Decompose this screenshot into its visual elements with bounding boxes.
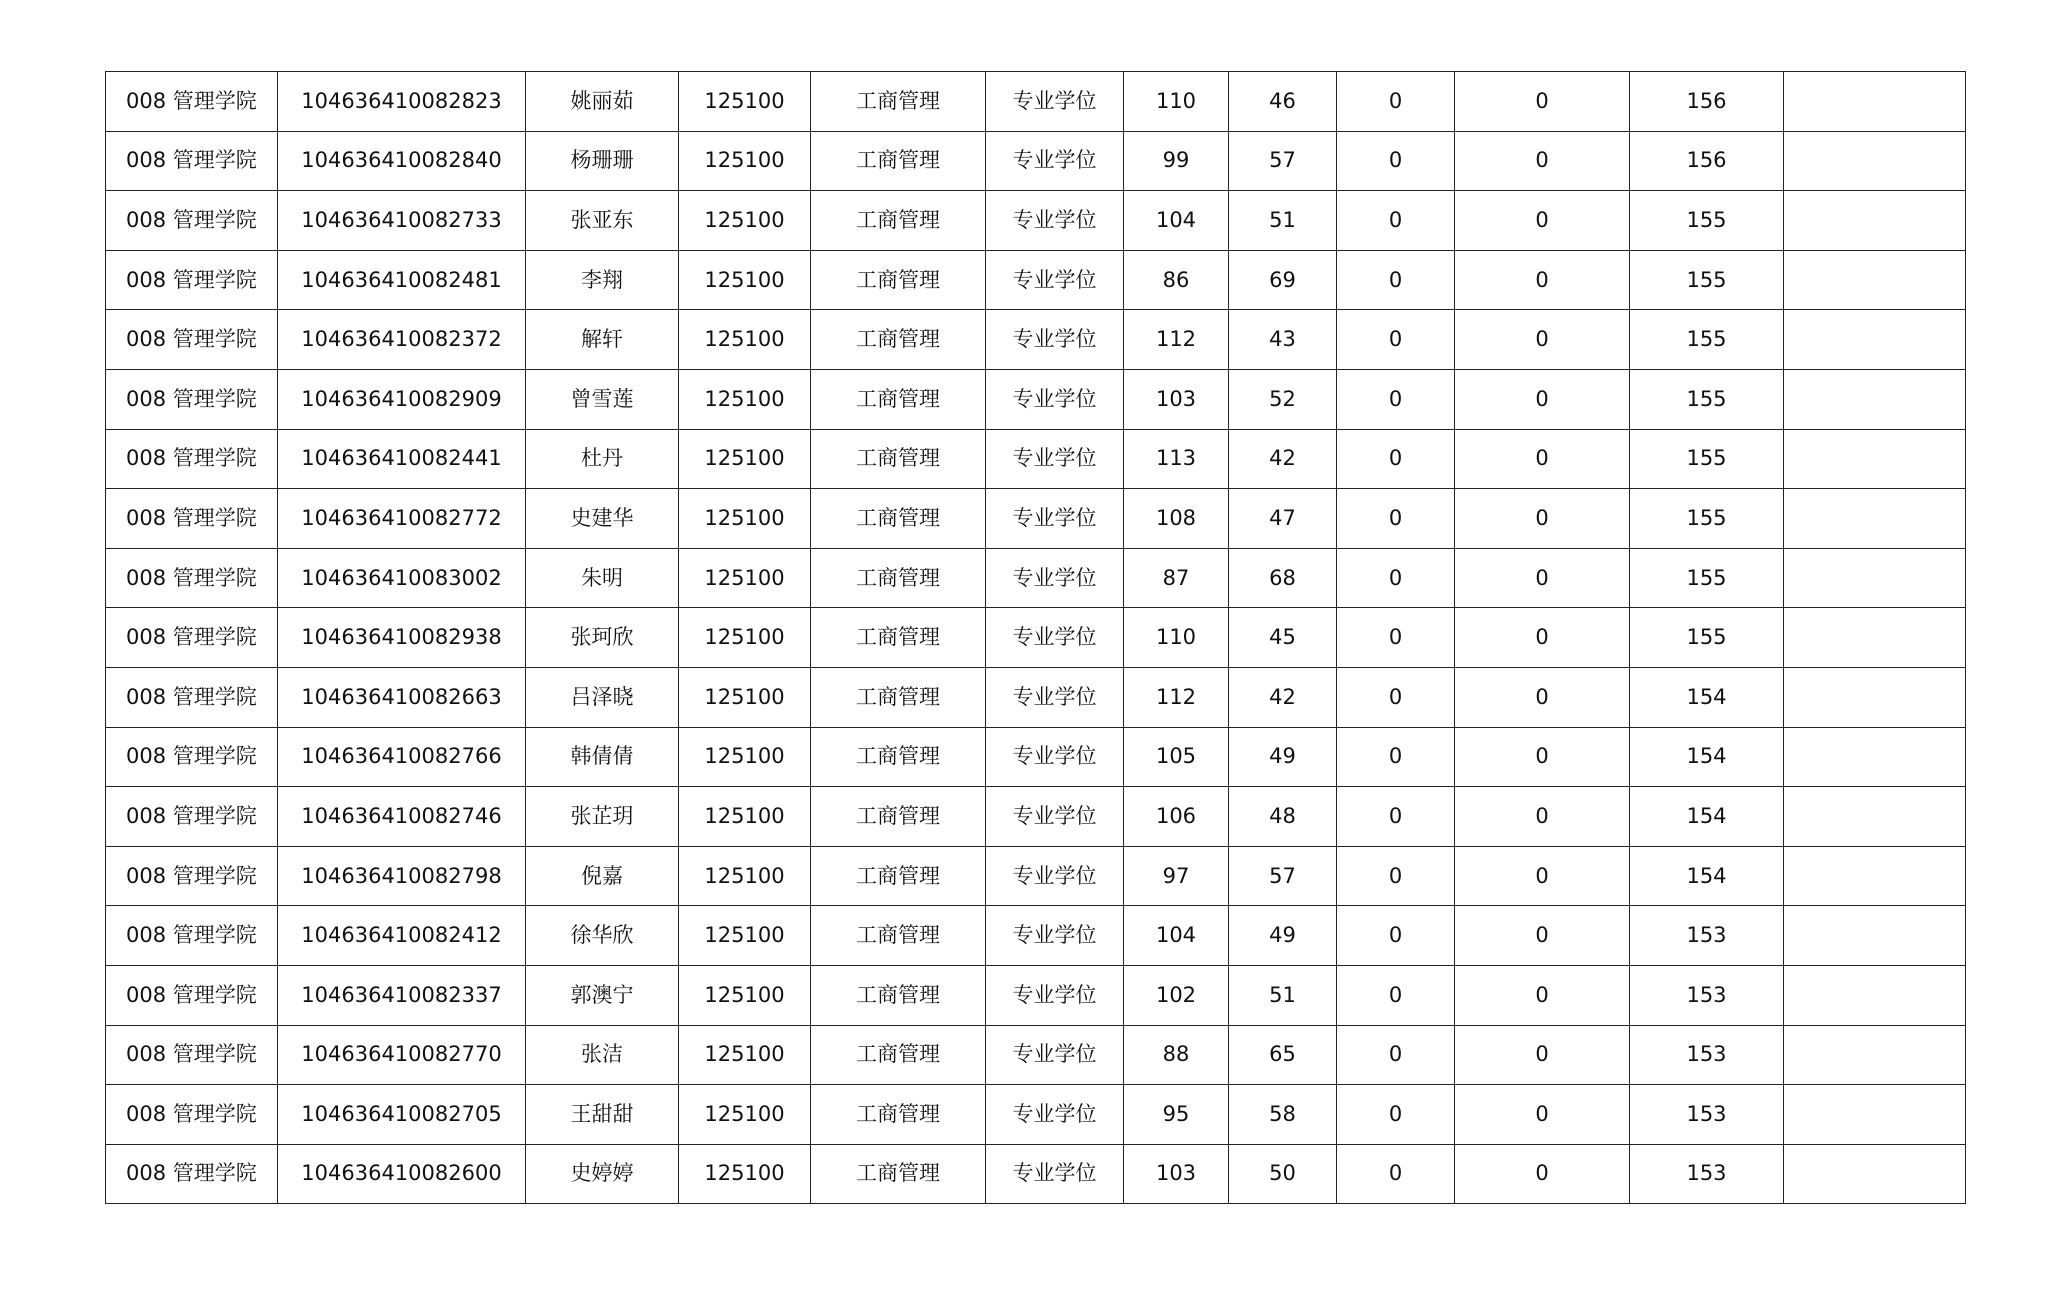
- table-row: [106, 429, 1966, 489]
- score-1-cell: 104: [1124, 906, 1229, 966]
- student-name-cell: 杜丹: [526, 429, 679, 489]
- degree-type-cell: 专业学位: [986, 548, 1124, 608]
- total-score-cell: 154: [1630, 667, 1784, 727]
- degree-type-cell: 专业学位: [986, 429, 1124, 489]
- major-code-cell: 125100: [679, 310, 811, 370]
- table-row: [106, 489, 1966, 549]
- exam-number-cell: 104636410082840: [278, 131, 526, 191]
- score-3-cell: 0: [1337, 369, 1455, 429]
- total-score-cell: 153: [1630, 1085, 1784, 1145]
- student-name-cell: 杨珊珊: [526, 131, 679, 191]
- exam-number-cell: 104636410082600: [278, 1144, 526, 1204]
- score-1-cell: 108: [1124, 489, 1229, 549]
- student-name-cell: 张亚东: [526, 191, 679, 251]
- score-2-cell: 42: [1229, 667, 1337, 727]
- major-name-cell: 工商管理: [811, 72, 986, 132]
- major-name-cell: 工商管理: [811, 1025, 986, 1085]
- major-code-cell: 125100: [679, 906, 811, 966]
- total-score-cell: 155: [1630, 250, 1784, 310]
- remark-cell: [1784, 667, 1966, 727]
- degree-type-cell: 专业学位: [986, 727, 1124, 787]
- score-4-cell: 0: [1455, 1085, 1630, 1145]
- table-row: [106, 131, 1966, 191]
- table-row: [106, 727, 1966, 787]
- table-row: [106, 906, 1966, 966]
- score-3-cell: 0: [1337, 846, 1455, 906]
- table-row: [106, 1085, 1966, 1145]
- total-score-cell: 155: [1630, 429, 1784, 489]
- degree-type-cell: 专业学位: [986, 965, 1124, 1025]
- score-3-cell: 0: [1337, 191, 1455, 251]
- major-name-cell: 工商管理: [811, 489, 986, 549]
- score-2-cell: 46: [1229, 72, 1337, 132]
- remark-cell: [1784, 250, 1966, 310]
- score-1-cell: 87: [1124, 548, 1229, 608]
- degree-type-cell: 专业学位: [986, 1025, 1124, 1085]
- table-row: [106, 608, 1966, 668]
- table-row: [106, 369, 1966, 429]
- score-2-cell: 65: [1229, 1025, 1337, 1085]
- degree-type-cell: 专业学位: [986, 72, 1124, 132]
- score-4-cell: 0: [1455, 608, 1630, 668]
- score-1-cell: 110: [1124, 608, 1229, 668]
- major-code-cell: 125100: [679, 191, 811, 251]
- score-2-cell: 51: [1229, 965, 1337, 1025]
- score-4-cell: 0: [1455, 906, 1630, 966]
- remark-cell: [1784, 429, 1966, 489]
- score-4-cell: 0: [1455, 1025, 1630, 1085]
- major-name-cell: 工商管理: [811, 846, 986, 906]
- student-name-cell: 朱明: [526, 548, 679, 608]
- score-1-cell: 99: [1124, 131, 1229, 191]
- major-code-cell: 125100: [679, 548, 811, 608]
- total-score-cell: 156: [1630, 131, 1784, 191]
- remark-cell: [1784, 965, 1966, 1025]
- major-code-cell: 125100: [679, 1025, 811, 1085]
- college-cell: 008 管理学院: [106, 310, 278, 370]
- table-row: [106, 667, 1966, 727]
- remark-cell: [1784, 131, 1966, 191]
- score-3-cell: 0: [1337, 787, 1455, 847]
- major-name-cell: 工商管理: [811, 191, 986, 251]
- score-4-cell: 0: [1455, 1144, 1630, 1204]
- remark-cell: [1784, 1025, 1966, 1085]
- remark-cell: [1784, 1144, 1966, 1204]
- score-4-cell: 0: [1455, 787, 1630, 847]
- table-row: [106, 787, 1966, 847]
- major-name-cell: 工商管理: [811, 369, 986, 429]
- score-1-cell: 103: [1124, 369, 1229, 429]
- table-row: [106, 250, 1966, 310]
- major-name-cell: 工商管理: [811, 906, 986, 966]
- remark-cell: [1784, 608, 1966, 668]
- major-name-cell: 工商管理: [811, 250, 986, 310]
- major-name-cell: 工商管理: [811, 727, 986, 787]
- college-cell: 008 管理学院: [106, 846, 278, 906]
- student-name-cell: 张芷玥: [526, 787, 679, 847]
- table-row: [106, 1144, 1966, 1204]
- score-2-cell: 51: [1229, 191, 1337, 251]
- student-name-cell: 史建华: [526, 489, 679, 549]
- total-score-cell: 155: [1630, 548, 1784, 608]
- student-name-cell: 王甜甜: [526, 1085, 679, 1145]
- total-score-cell: 154: [1630, 846, 1784, 906]
- degree-type-cell: 专业学位: [986, 191, 1124, 251]
- exam-number-cell: 104636410082823: [278, 72, 526, 132]
- table-row: [106, 1025, 1966, 1085]
- college-cell: 008 管理学院: [106, 548, 278, 608]
- score-2-cell: 50: [1229, 1144, 1337, 1204]
- major-code-cell: 125100: [679, 250, 811, 310]
- score-4-cell: 0: [1455, 191, 1630, 251]
- remark-cell: [1784, 310, 1966, 370]
- college-cell: 008 管理学院: [106, 72, 278, 132]
- score-2-cell: 45: [1229, 608, 1337, 668]
- exam-number-cell: 104636410082441: [278, 429, 526, 489]
- total-score-cell: 155: [1630, 489, 1784, 549]
- major-code-cell: 125100: [679, 369, 811, 429]
- table-row: [106, 965, 1966, 1025]
- exam-number-cell: 104636410082412: [278, 906, 526, 966]
- remark-cell: [1784, 906, 1966, 966]
- total-score-cell: 153: [1630, 1025, 1784, 1085]
- score-1-cell: 106: [1124, 787, 1229, 847]
- remark-cell: [1784, 548, 1966, 608]
- table-row: [106, 548, 1966, 608]
- total-score-cell: 153: [1630, 906, 1784, 966]
- score-3-cell: 0: [1337, 727, 1455, 787]
- score-3-cell: 0: [1337, 489, 1455, 549]
- score-4-cell: 0: [1455, 846, 1630, 906]
- score-4-cell: 0: [1455, 548, 1630, 608]
- exam-number-cell: 104636410082733: [278, 191, 526, 251]
- college-cell: 008 管理学院: [106, 608, 278, 668]
- table-row: [106, 72, 1966, 132]
- table-row: [106, 310, 1966, 370]
- college-cell: 008 管理学院: [106, 429, 278, 489]
- remark-cell: [1784, 191, 1966, 251]
- college-cell: 008 管理学院: [106, 191, 278, 251]
- score-4-cell: 0: [1455, 131, 1630, 191]
- major-name-cell: 工商管理: [811, 429, 986, 489]
- remark-cell: [1784, 727, 1966, 787]
- college-cell: 008 管理学院: [106, 667, 278, 727]
- remark-cell: [1784, 1085, 1966, 1145]
- exam-number-cell: 104636410082663: [278, 667, 526, 727]
- exam-number-cell: 104636410082772: [278, 489, 526, 549]
- degree-type-cell: 专业学位: [986, 310, 1124, 370]
- table-row: [106, 846, 1966, 906]
- student-name-cell: 张珂欣: [526, 608, 679, 668]
- score-2-cell: 49: [1229, 727, 1337, 787]
- exam-number-cell: 104636410082705: [278, 1085, 526, 1145]
- degree-type-cell: 专业学位: [986, 1085, 1124, 1145]
- major-code-cell: 125100: [679, 72, 811, 132]
- student-name-cell: 解轩: [526, 310, 679, 370]
- score-2-cell: 42: [1229, 429, 1337, 489]
- total-score-cell: 155: [1630, 369, 1784, 429]
- score-3-cell: 0: [1337, 1085, 1455, 1145]
- major-code-cell: 125100: [679, 429, 811, 489]
- degree-type-cell: 专业学位: [986, 250, 1124, 310]
- degree-type-cell: 专业学位: [986, 787, 1124, 847]
- score-3-cell: 0: [1337, 131, 1455, 191]
- score-1-cell: 112: [1124, 667, 1229, 727]
- student-name-cell: 郭澳宁: [526, 965, 679, 1025]
- college-cell: 008 管理学院: [106, 1085, 278, 1145]
- score-2-cell: 57: [1229, 131, 1337, 191]
- score-1-cell: 110: [1124, 72, 1229, 132]
- exam-number-cell: 104636410082766: [278, 727, 526, 787]
- score-3-cell: 0: [1337, 667, 1455, 727]
- college-cell: 008 管理学院: [106, 489, 278, 549]
- score-1-cell: 104: [1124, 191, 1229, 251]
- exam-number-cell: 104636410082337: [278, 965, 526, 1025]
- student-name-cell: 史婷婷: [526, 1144, 679, 1204]
- score-3-cell: 0: [1337, 429, 1455, 489]
- score-4-cell: 0: [1455, 667, 1630, 727]
- score-2-cell: 69: [1229, 250, 1337, 310]
- exam-number-cell: 104636410082770: [278, 1025, 526, 1085]
- student-name-cell: 姚丽茹: [526, 72, 679, 132]
- score-1-cell: 112: [1124, 310, 1229, 370]
- total-score-cell: 155: [1630, 608, 1784, 668]
- college-cell: 008 管理学院: [106, 727, 278, 787]
- score-1-cell: 103: [1124, 1144, 1229, 1204]
- major-name-cell: 工商管理: [811, 965, 986, 1025]
- score-4-cell: 0: [1455, 489, 1630, 549]
- table-body: [106, 72, 1966, 1204]
- score-3-cell: 0: [1337, 1144, 1455, 1204]
- score-3-cell: 0: [1337, 72, 1455, 132]
- remark-cell: [1784, 787, 1966, 847]
- total-score-cell: 154: [1630, 727, 1784, 787]
- major-code-cell: 125100: [679, 131, 811, 191]
- score-3-cell: 0: [1337, 250, 1455, 310]
- student-name-cell: 倪嘉: [526, 846, 679, 906]
- major-name-cell: 工商管理: [811, 1085, 986, 1145]
- score-table: [105, 71, 1966, 1204]
- student-name-cell: 张洁: [526, 1025, 679, 1085]
- exam-number-cell: 104636410082909: [278, 369, 526, 429]
- major-code-cell: 125100: [679, 489, 811, 549]
- score-1-cell: 102: [1124, 965, 1229, 1025]
- degree-type-cell: 专业学位: [986, 906, 1124, 966]
- remark-cell: [1784, 846, 1966, 906]
- score-3-cell: 0: [1337, 548, 1455, 608]
- exam-number-cell: 104636410082798: [278, 846, 526, 906]
- score-3-cell: 0: [1337, 608, 1455, 668]
- score-4-cell: 0: [1455, 429, 1630, 489]
- score-3-cell: 0: [1337, 906, 1455, 966]
- score-4-cell: 0: [1455, 72, 1630, 132]
- score-4-cell: 0: [1455, 727, 1630, 787]
- remark-cell: [1784, 72, 1966, 132]
- score-3-cell: 0: [1337, 310, 1455, 370]
- major-code-cell: 125100: [679, 965, 811, 1025]
- score-3-cell: 0: [1337, 1025, 1455, 1085]
- student-name-cell: 李翔: [526, 250, 679, 310]
- major-name-cell: 工商管理: [811, 667, 986, 727]
- exam-number-cell: 104636410082938: [278, 608, 526, 668]
- exam-number-cell: 104636410083002: [278, 548, 526, 608]
- college-cell: 008 管理学院: [106, 1025, 278, 1085]
- score-2-cell: 68: [1229, 548, 1337, 608]
- score-1-cell: 105: [1124, 727, 1229, 787]
- college-cell: 008 管理学院: [106, 787, 278, 847]
- student-name-cell: 韩倩倩: [526, 727, 679, 787]
- degree-type-cell: 专业学位: [986, 608, 1124, 668]
- total-score-cell: 154: [1630, 787, 1784, 847]
- score-4-cell: 0: [1455, 310, 1630, 370]
- score-4-cell: 0: [1455, 369, 1630, 429]
- major-code-cell: 125100: [679, 667, 811, 727]
- score-4-cell: 0: [1455, 965, 1630, 1025]
- degree-type-cell: 专业学位: [986, 369, 1124, 429]
- major-code-cell: 125100: [679, 1144, 811, 1204]
- major-name-cell: 工商管理: [811, 548, 986, 608]
- student-name-cell: 徐华欣: [526, 906, 679, 966]
- table-row: [106, 191, 1966, 251]
- score-2-cell: 47: [1229, 489, 1337, 549]
- degree-type-cell: 专业学位: [986, 846, 1124, 906]
- score-2-cell: 52: [1229, 369, 1337, 429]
- degree-type-cell: 专业学位: [986, 489, 1124, 549]
- score-1-cell: 113: [1124, 429, 1229, 489]
- score-2-cell: 49: [1229, 906, 1337, 966]
- degree-type-cell: 专业学位: [986, 667, 1124, 727]
- major-code-cell: 125100: [679, 846, 811, 906]
- college-cell: 008 管理学院: [106, 965, 278, 1025]
- college-cell: 008 管理学院: [106, 1144, 278, 1204]
- score-2-cell: 58: [1229, 1085, 1337, 1145]
- score-4-cell: 0: [1455, 250, 1630, 310]
- major-name-cell: 工商管理: [811, 131, 986, 191]
- exam-number-cell: 104636410082481: [278, 250, 526, 310]
- college-cell: 008 管理学院: [106, 131, 278, 191]
- total-score-cell: 155: [1630, 191, 1784, 251]
- student-name-cell: 曾雪莲: [526, 369, 679, 429]
- total-score-cell: 155: [1630, 310, 1784, 370]
- major-code-cell: 125100: [679, 727, 811, 787]
- remark-cell: [1784, 369, 1966, 429]
- score-1-cell: 86: [1124, 250, 1229, 310]
- major-code-cell: 125100: [679, 1085, 811, 1145]
- exam-number-cell: 104636410082746: [278, 787, 526, 847]
- total-score-cell: 153: [1630, 965, 1784, 1025]
- major-name-cell: 工商管理: [811, 1144, 986, 1204]
- score-2-cell: 57: [1229, 846, 1337, 906]
- score-1-cell: 97: [1124, 846, 1229, 906]
- score-2-cell: 48: [1229, 787, 1337, 847]
- major-name-cell: 工商管理: [811, 310, 986, 370]
- total-score-cell: 156: [1630, 72, 1784, 132]
- college-cell: 008 管理学院: [106, 250, 278, 310]
- major-code-cell: 125100: [679, 608, 811, 668]
- college-cell: 008 管理学院: [106, 906, 278, 966]
- score-1-cell: 88: [1124, 1025, 1229, 1085]
- total-score-cell: 153: [1630, 1144, 1784, 1204]
- major-name-cell: 工商管理: [811, 608, 986, 668]
- exam-number-cell: 104636410082372: [278, 310, 526, 370]
- major-code-cell: 125100: [679, 787, 811, 847]
- degree-type-cell: 专业学位: [986, 1144, 1124, 1204]
- score-3-cell: 0: [1337, 965, 1455, 1025]
- degree-type-cell: 专业学位: [986, 131, 1124, 191]
- remark-cell: [1784, 489, 1966, 549]
- student-name-cell: 吕泽晓: [526, 667, 679, 727]
- college-cell: 008 管理学院: [106, 369, 278, 429]
- major-name-cell: 工商管理: [811, 787, 986, 847]
- score-2-cell: 43: [1229, 310, 1337, 370]
- score-1-cell: 95: [1124, 1085, 1229, 1145]
